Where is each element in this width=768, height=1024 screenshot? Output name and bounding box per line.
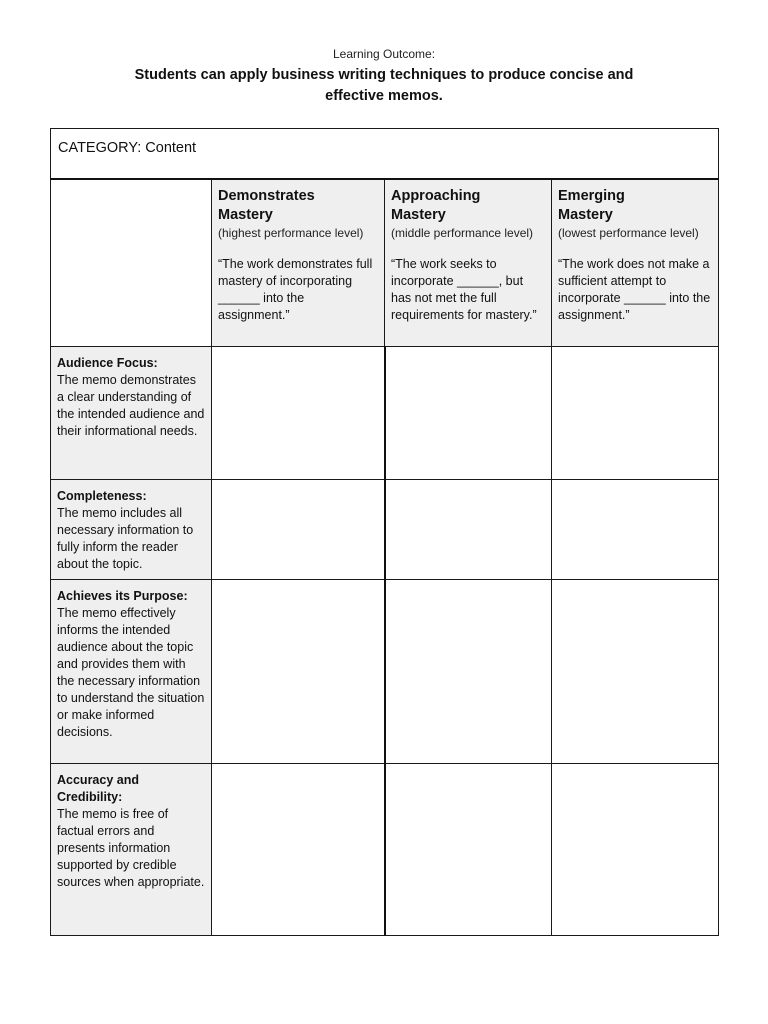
score-cell-approaching[interactable] bbox=[385, 480, 552, 580]
level-header-demonstrates bbox=[212, 179, 385, 347]
score-cell-approaching[interactable] bbox=[385, 764, 552, 936]
rubric-table bbox=[50, 128, 719, 936]
level-title: Demonstrates Mastery bbox=[218, 188, 315, 223]
score-cell-emerging[interactable] bbox=[552, 347, 719, 480]
level-header-emerging bbox=[552, 179, 719, 347]
criterion-row-completeness bbox=[51, 480, 719, 580]
criterion-row-achieves-purpose bbox=[51, 580, 719, 764]
score-cell-emerging[interactable] bbox=[552, 480, 719, 580]
learning-outcome-label: Learning Outcome: bbox=[332, 47, 436, 61]
corner-cell bbox=[51, 179, 212, 347]
level-subtitle: (middle performance level) bbox=[391, 226, 534, 240]
level-description: “The work seeks to incorporate ______, but has not met the full requirements for mastery.” bbox=[391, 257, 537, 322]
criterion-cell bbox=[51, 347, 212, 480]
level-header-approaching bbox=[385, 179, 552, 347]
criterion-name: Achieves its Purpose: bbox=[57, 589, 188, 603]
level-description: “The work does not make a sufficient attempt to incorporate ______ into the assignment.” bbox=[558, 257, 711, 322]
criterion-cell bbox=[51, 480, 212, 580]
criterion-description: The memo demonstrates a clear understanding of the intended audience and their informational needs. bbox=[57, 373, 205, 438]
level-subtitle: (highest performance level) bbox=[218, 226, 364, 240]
criterion-name: Accuracy and Credibility: bbox=[57, 773, 139, 804]
level-subtitle: (lowest performance level) bbox=[558, 226, 699, 240]
score-cell-demonstrates[interactable] bbox=[212, 764, 385, 936]
criterion-cell bbox=[51, 580, 212, 764]
learning-outcome-statement: Students can apply business writing techniques to produce concise and effective memos. bbox=[134, 67, 634, 104]
category-title: CATEGORY: Content bbox=[51, 129, 719, 180]
criterion-cell bbox=[51, 764, 212, 936]
score-cell-demonstrates[interactable] bbox=[212, 480, 385, 580]
criterion-name: Audience Focus: bbox=[57, 356, 158, 370]
score-cell-demonstrates[interactable] bbox=[212, 347, 385, 480]
score-cell-approaching[interactable] bbox=[385, 580, 552, 764]
score-cell-emerging[interactable] bbox=[552, 580, 719, 764]
score-cell-demonstrates[interactable] bbox=[212, 580, 385, 764]
category-row bbox=[51, 129, 719, 180]
criterion-name: Completeness: bbox=[57, 489, 147, 503]
document-header bbox=[0, 46, 768, 107]
score-cell-emerging[interactable] bbox=[552, 764, 719, 936]
level-header-row bbox=[51, 179, 719, 347]
criterion-description: The memo effectively informs the intended audience about the topic and provides them with the necessary information to understand the situation or make informed decisions. bbox=[57, 606, 205, 739]
level-description: “The work demonstrates full mastery of incorporating ______ into the assignment.” bbox=[218, 257, 373, 322]
criterion-description: The memo is free of factual errors and presents information supported by credible sources when appropriate. bbox=[57, 807, 205, 889]
level-title: Emerging Mastery bbox=[558, 188, 625, 223]
level-title: Approaching Mastery bbox=[391, 188, 481, 223]
criterion-description: The memo includes all necessary information to fully inform the reader about the topic. bbox=[57, 506, 194, 571]
criterion-row-audience-focus bbox=[51, 347, 719, 480]
score-cell-approaching[interactable] bbox=[385, 347, 552, 480]
criterion-row-accuracy-credibility bbox=[51, 764, 719, 936]
